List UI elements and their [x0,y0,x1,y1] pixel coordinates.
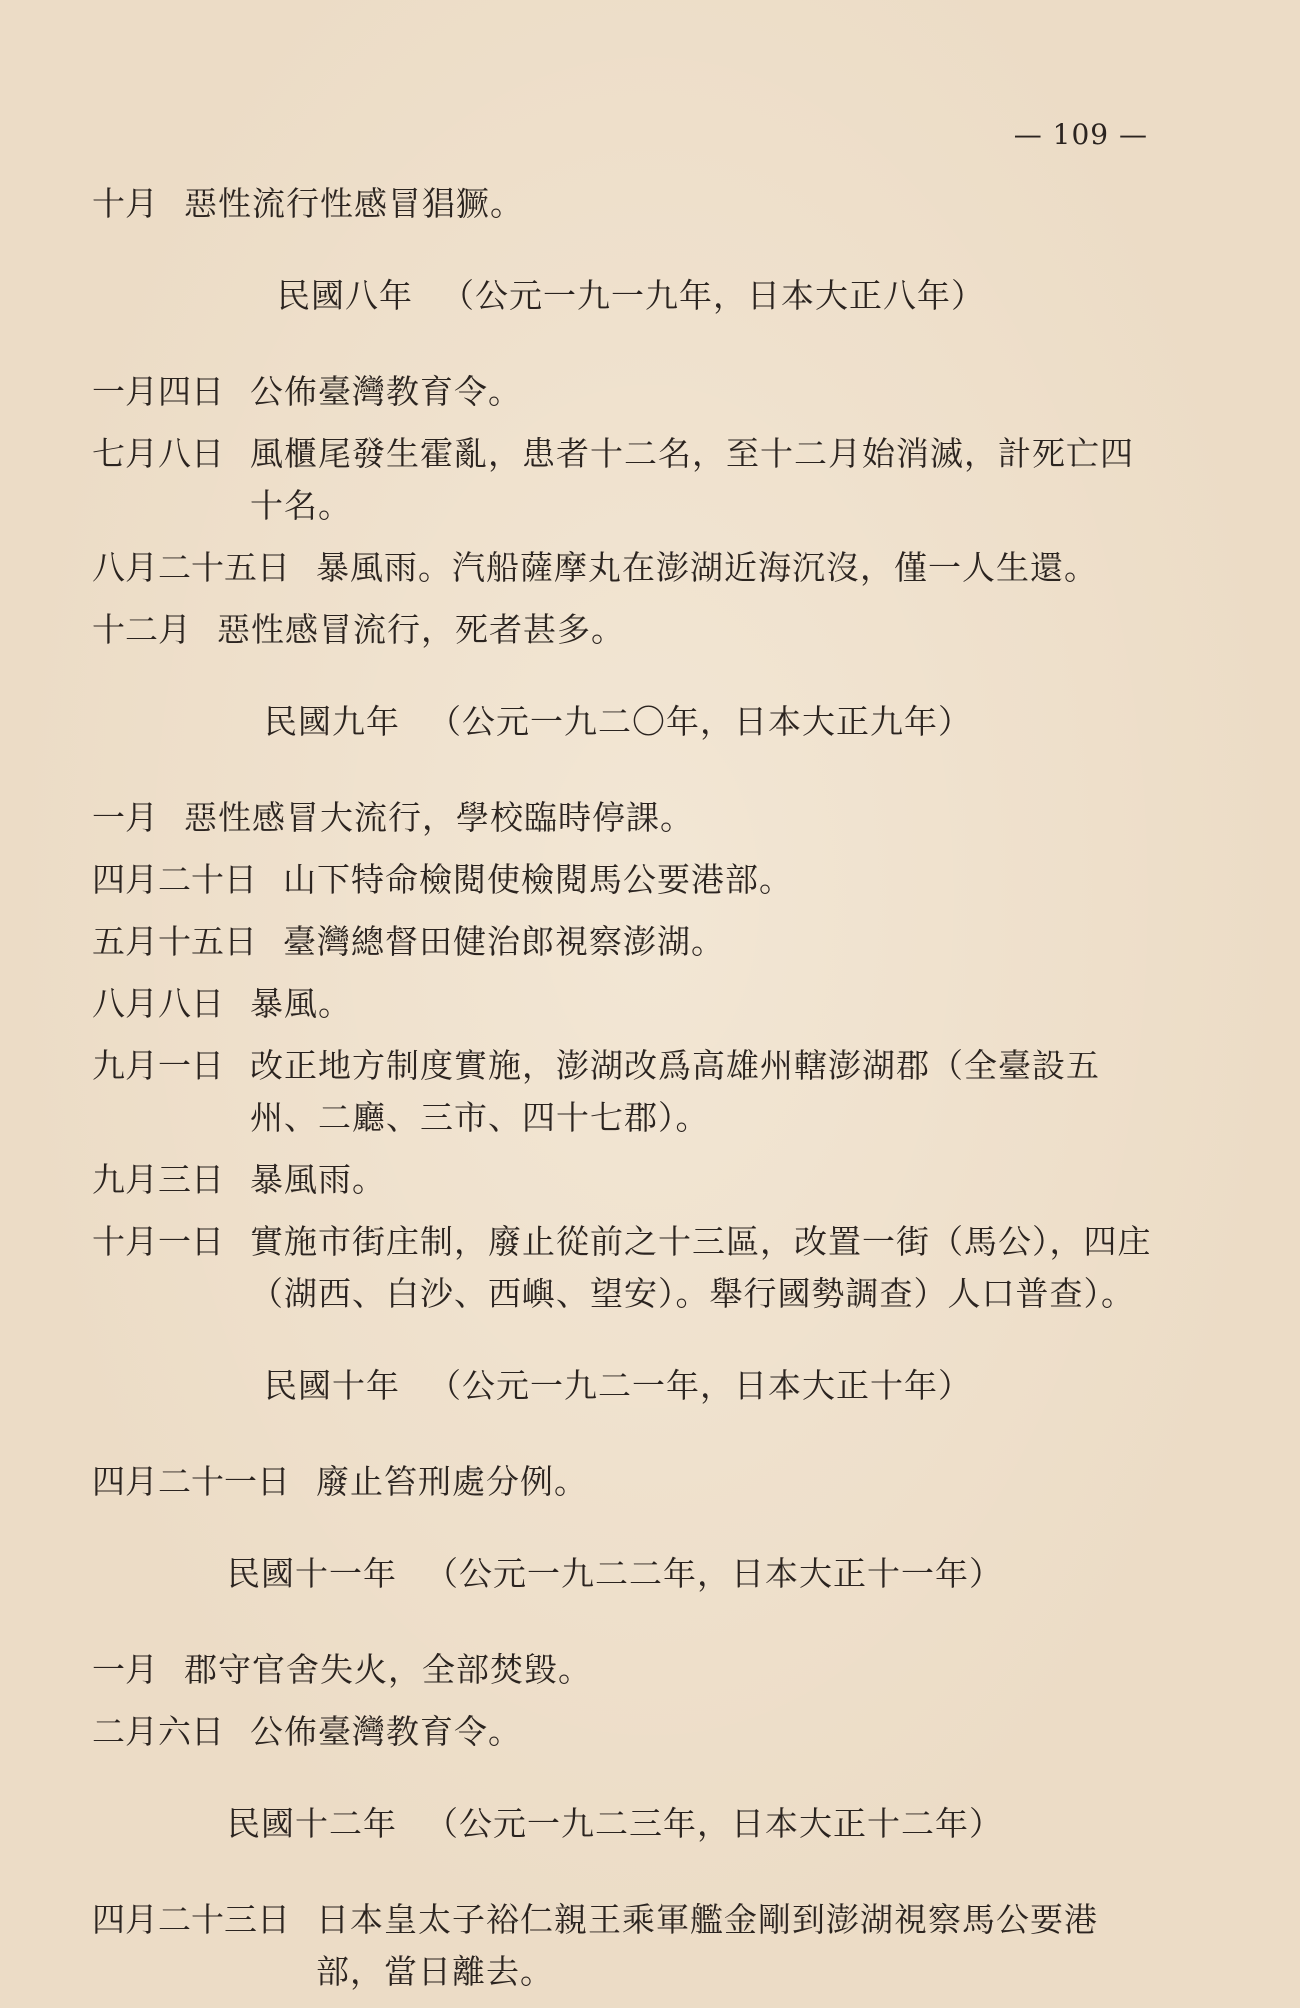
chronology-entry [92,428,1152,532]
section-year-8 [92,270,1152,656]
entry-text: 惡性流行性感冒猖獗。 [184,184,524,223]
chronology-entry [92,1216,1152,1320]
entry-date: 十月 [92,184,158,223]
chronology-entry [92,1456,1152,1508]
entry-text: 暴風雨。 [250,1160,386,1199]
chronology-entry [92,1040,1152,1144]
chronology-entry [92,1644,1152,1696]
chronology-entry [92,792,1152,844]
entry-date: 一月 [92,798,158,837]
chronology-entry [92,978,1152,1030]
year-heading [92,1548,1152,1600]
entry-text: 風櫃尾發生霍亂，患者十二名，至十二月始消滅，計死亡四十名。 [250,434,1134,525]
section-year-10 [92,1360,1152,1508]
section-year-9 [92,696,1152,1320]
entry-text: 山下特命檢閱使檢閱馬公要港部。 [283,860,793,899]
entry-date: 九月一日 [92,1046,224,1085]
year-heading [92,1798,1152,1850]
chronology-entry [92,1706,1152,1758]
section-year-11 [92,1548,1152,1758]
year-era: （公元一九一九年，日本大正八年） [441,276,985,315]
year-title: 民國十一年 [227,1554,397,1593]
entry-text: 廢止笞刑處分例。 [316,1462,588,1501]
entry-date: 八月二十五日 [92,548,290,587]
entry-text: 惡性感冒大流行，學校臨時停課。 [184,798,694,837]
year-heading [92,270,1152,322]
section-continuation [92,178,1152,230]
entry-date: 二月六日 [92,1712,224,1751]
entry-date: 四月二十三日 [92,1900,290,1939]
entry-text: 實施市街庄制，廢止從前之十三區，改置一街（馬公），四庄（湖西、白沙、西嶼、望安）。舉行國勢調查）人口普查）。 [250,1222,1152,1313]
year-era: （公元一九二一年，日本大正十年） [428,1366,972,1405]
entry-date: 一月 [92,1650,158,1689]
entry-date: 八月八日 [92,984,224,1023]
entry-date: 九月三日 [92,1160,224,1199]
year-heading [92,1360,1152,1412]
year-title: 民國十二年 [227,1804,397,1843]
chronology-entry [92,178,1152,230]
year-era: （公元一九二二年，日本大正十一年） [425,1554,1003,1593]
page-number: — 109 — [1013,118,1148,151]
chronology-entry [92,1154,1152,1206]
entry-date: 四月二十一日 [92,1462,290,1501]
year-era: （公元一九二三年，日本大正十二年） [425,1804,1003,1843]
year-title: 民國十年 [264,1366,400,1405]
year-title: 民國九年 [264,702,400,741]
entry-text: 公佈臺灣教育令。 [250,372,522,411]
entry-text: 改正地方制度實施，澎湖改爲高雄州轄澎湖郡（全臺設五州、二廳、三市、四十七郡）。 [250,1046,1100,1137]
entry-text: 臺灣總督田健治郎視察澎湖。 [283,922,725,961]
entry-date: 四月二十日 [92,860,257,899]
chronology [92,178,1152,2008]
entry-text: 暴風雨。汽船薩摩丸在澎湖近海沉沒，僅一人生還。 [316,548,1098,587]
entry-text: 惡性感冒流行，死者甚多。 [217,610,625,649]
chronology-entry [92,1894,1152,1998]
chronology-entry [92,542,1152,594]
entry-text: 公佈臺灣教育令。 [250,1712,522,1751]
entry-text: 日本皇太子裕仁親王乘軍艦金剛到澎湖視察馬公要港部，當日離去。 [316,1900,1098,1991]
entry-text: 郡守官舍失火，全部焚毀。 [184,1650,592,1689]
chronology-entry [92,366,1152,418]
entry-date: 七月八日 [92,434,224,473]
year-heading [92,696,1152,748]
entry-date: 五月十五日 [92,922,257,961]
entry-text: 暴風。 [250,984,352,1023]
chronology-entry [92,916,1152,968]
entry-date: 十二月 [92,610,191,649]
entry-date: 十月一日 [92,1222,224,1261]
entry-date: 一月四日 [92,372,224,411]
chronology-entry [92,604,1152,656]
section-year-12 [92,1798,1152,1998]
year-era: （公元一九二〇年，日本大正九年） [428,702,972,741]
year-title: 民國八年 [277,276,413,315]
chronology-entry [92,854,1152,906]
